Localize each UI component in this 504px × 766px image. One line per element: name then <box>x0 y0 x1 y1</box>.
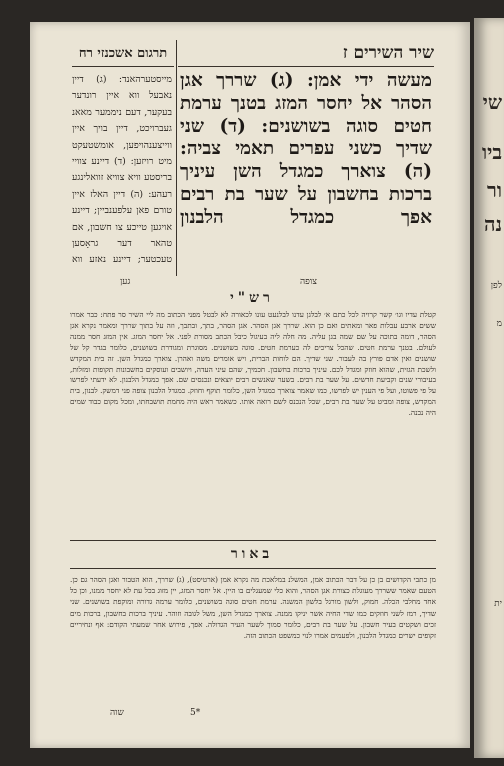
signature-mark: 5* <box>190 708 201 718</box>
targum-header-title: תרגום אשכנזי רח <box>78 46 168 61</box>
biur-commentary: מן כתבי הקדושים בן כן על דבר הכתוב אמן, המשלנ במלאכת מה נקרא אמן (ארטיסט), (ג) שררך, הוא הטבור ואגן הסהר גם כן. הטעם שאמר ששררך מעוגלת כצורת אגן הסהר, והוא כלי שמעגלים בו היין. אל יחסר המזג, יין מזוג בכל עת לא יחסר ממנו, וכן כל אחד מחלבי הכלה. חמוק, ולשון מורגל בלשון המשנה. ערמת חטים סוגה בשושנים, כלומר ערמה גדורה ומוקפת בשושנים. שני שדיך, רמז לשני חוזקים כמו שדי החיה אשר יניקו ממנה. צוארך כמגדל השן, משל לגובה וזוהר. עיניך ברכות בחשבון, ברכות מים זכים ושקטים בעיר חשבון. על שער בת רבים, כלומר סמוך לשער העיר הגדולה. אפך, פירוש אחר שמעתי הקודם: אף ונחיריים זקופים ישרים כמגדל הלבנון, ולפעמים אמרו לנוי כמשפט הכתוב הזה. <box>70 575 436 641</box>
facing-page-fragment: ביו <box>482 140 502 164</box>
facing-page-edge <box>474 18 504 758</box>
section-rule <box>70 540 436 541</box>
targum-translation-text: מייסטערהאנד: (ג) דיין נאבעל ווא איין רונדער בעקער, דעם ניממער מאאנ געברויכט, דיין בויך איין ווייצענהויפען, אומשטעקט מיט רויזען: (ד) דיינע צוויי בריסטע וויא צוויא זוואלינגע רעהע: (ה) דיין האלז איין טורם פאן עלפענביין; דיינע אויגען טייכע צו חשבון, אם טהאר דער גראָסען טעכטער; דיינע נאזע ווא <box>72 74 172 266</box>
scripture-text: מעשה ידי אמן: (ג) שררך אגן הסהר אל יחסר המזג בטנך ערמת חטים סוגה בשושנים: (ד) שני שדיך כשני עפרים תאמי צביה: (ה) צוארך כמגדל השן עיניך ברכות בחשבון על שער בת רבים אפך כמגדל הלבנון <box>180 70 432 228</box>
biur-heading: באור <box>230 546 274 562</box>
column-divider <box>176 40 177 276</box>
facing-page-fragment: מ <box>496 319 502 329</box>
page-catchword: שוה <box>110 708 124 718</box>
scripture-catchword: צופה <box>300 277 317 287</box>
facing-page-fragment: לפן <box>490 281 502 291</box>
facing-page-fragment: שי <box>482 90 502 114</box>
facing-page-fragment: נה <box>483 212 502 236</box>
targum-header <box>72 40 174 67</box>
section-rule <box>70 568 436 569</box>
rashi-heading: רש"י <box>230 290 274 306</box>
targum-catchword: גען <box>120 277 131 287</box>
running-header <box>178 40 434 67</box>
running-header-title: שיר השירים ז <box>342 43 434 63</box>
facing-page-fragment: ור <box>487 178 502 202</box>
rashi-commentary: קטלת עדיו וגו׳ קשר קרויה לכל כתם א׳ לבלגן עדנו לבלנעט עונו לכאורה לא לבטל מפני הכתוב מה ליי השיר סר פתח: כבר אמרו ששים ארבע עבלות פאר ומאתים ואם כן הוא. שררך אגן הסהר. אגן הסהר, בתך, ובתבך, וזה על בתוך שררך ומאמר נקרא אגן הסהר, דומה בתוכה על שם שמה בגן עליה. מה חלה ליה בעיגול כיבל הכתב מסורת לפני. אל יחסר המזג. אין המזג חסר ממנה לעולם. בטנך ערמת חטים. שהכל צריכים לה כערמת חטים. סוגה בשושנים. מסוגרת ומגודרת בשושנים, כלומר בגדר קל של שושנים ואין אדם פורץ בה לעבור. שני שדיך. הם לוחות הברית, ויש אומרים משה ואהרן. צוארך כמגדל השן. זה בית המקדש ולשכת הגזית, שהוא חוזק ומגדל לכם. עיניך ברכות בחשבון. חכמיך, שהם עיני העדה, ויושבים ועוסקים בחשבונות תקופות ומזלות, בעיבורי שנים וקביעת חדשים. על שער בת רבים. בשער שאנשים רבים יוצאים ונכנסים שם. אפך כמגדל הלבנון. לא ידעתי לפרשו על פי פשוטו, ועל פי הענין יש לפרשו, כמו שאמר צוארך כמגדל השן, כלומר תוקף וחוזק. כמגדל הלבנון צופה פני דמשק. לבנון, בית המקדש, צופה ומביט על שער בת רבים, שכל הנכנס לשם רואה אותו. כשאמר ראש היה מחמת תושבחתו, ומכל מקום כבוד שמים היה נבנה. <box>70 310 436 418</box>
facing-page-fragment: ית <box>494 599 502 609</box>
